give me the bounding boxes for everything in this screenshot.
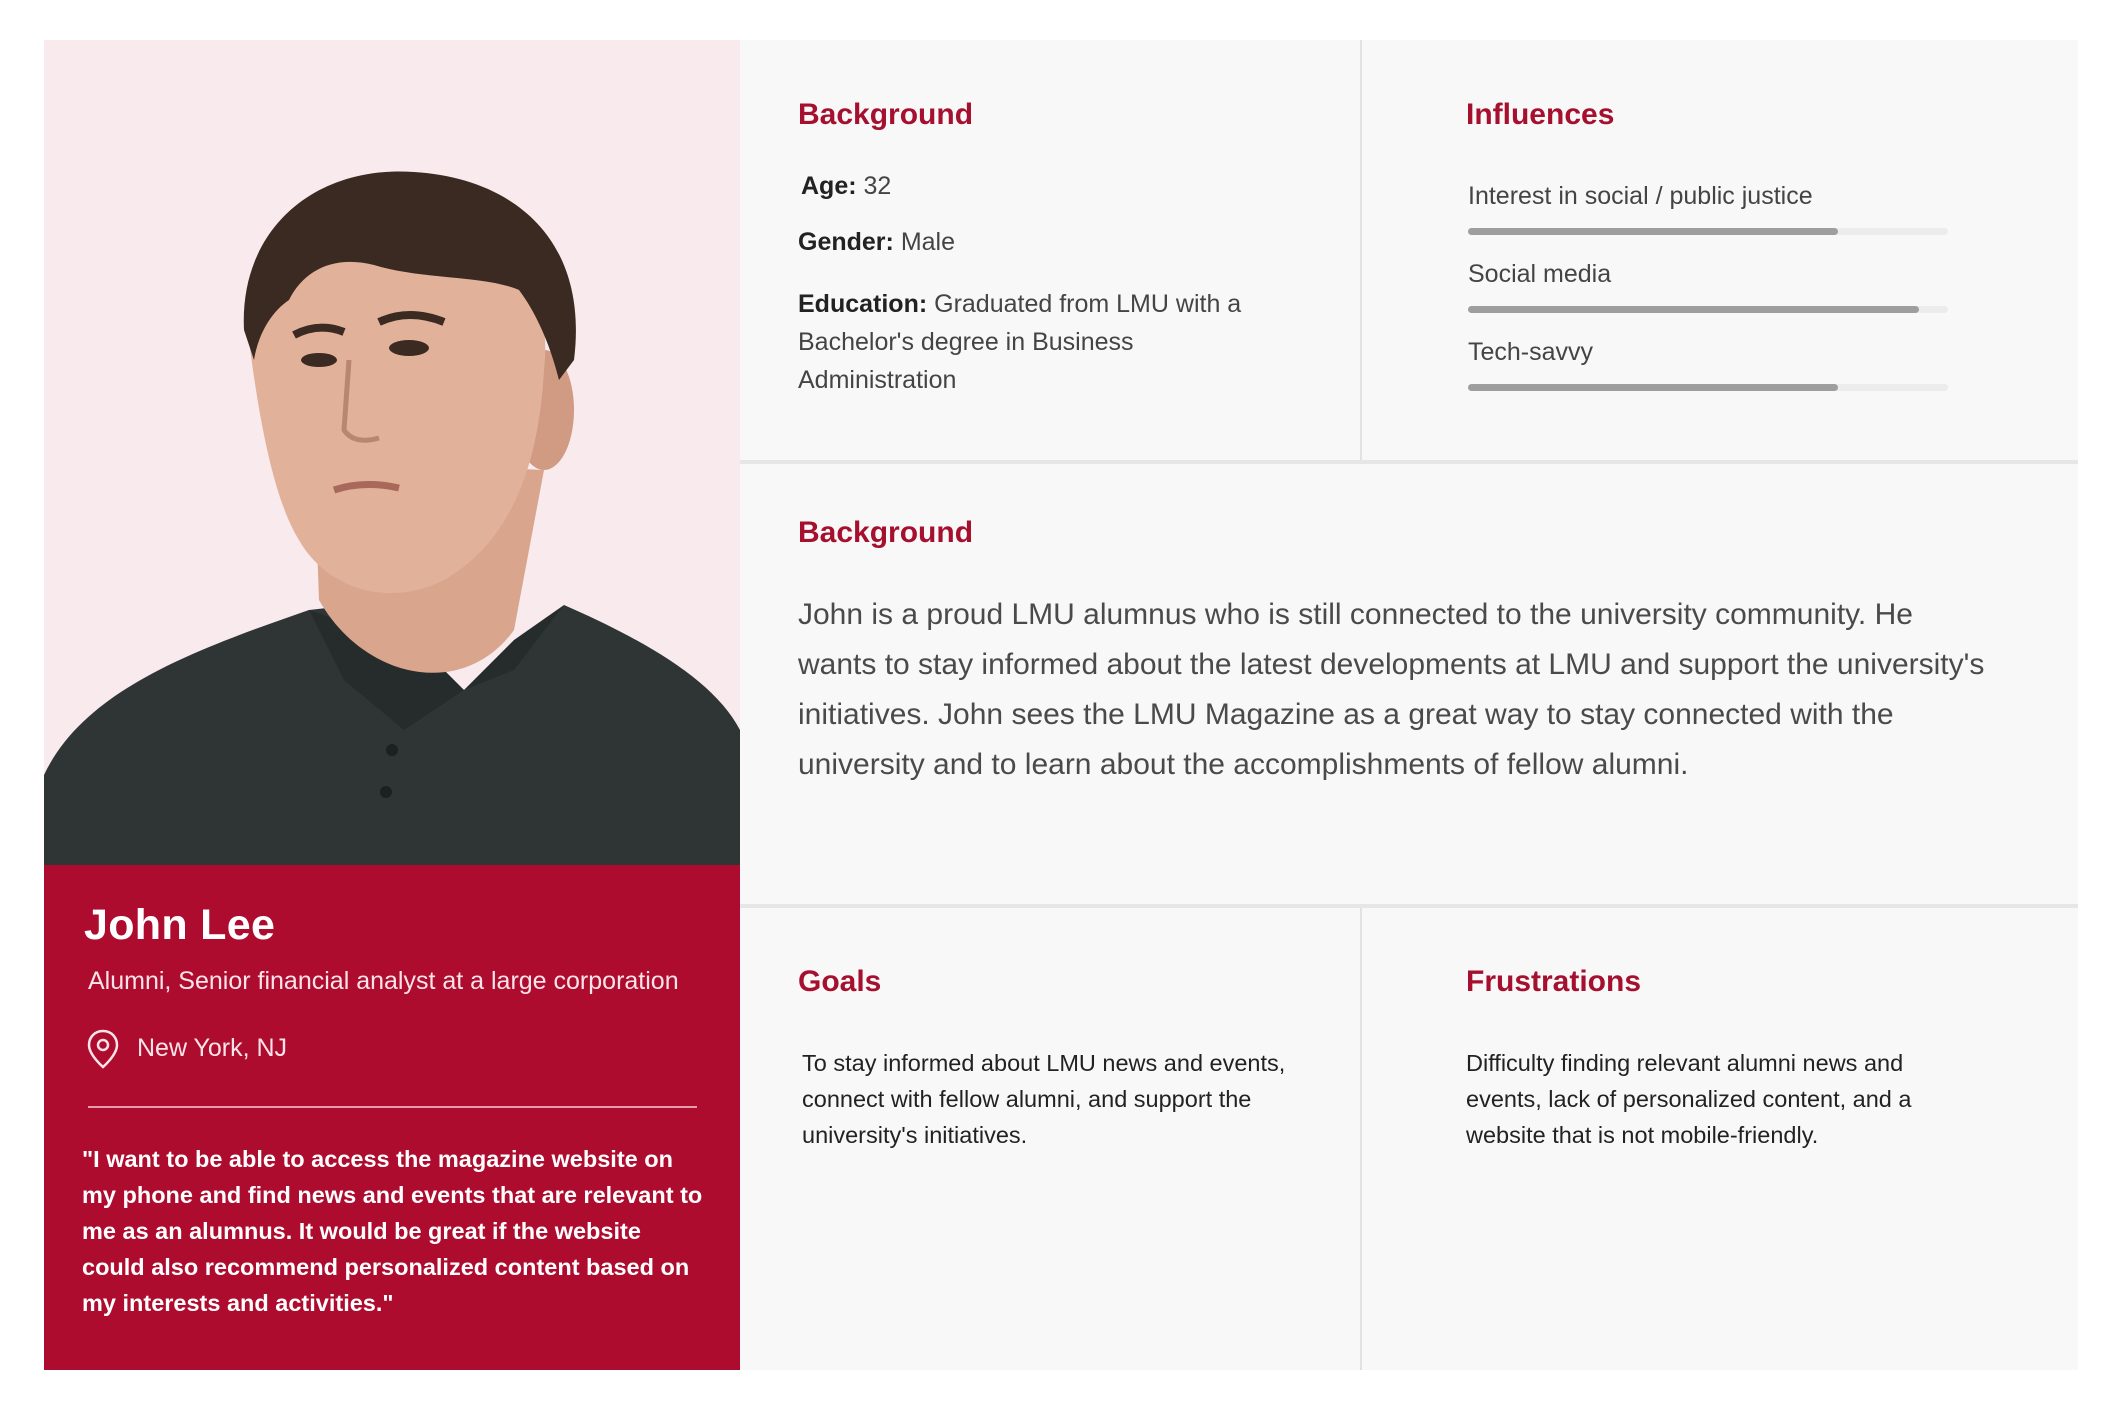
influence-bar-fill bbox=[1468, 306, 1919, 313]
frustrations-heading: Frustrations bbox=[1466, 965, 1642, 998]
education-label: Education: bbox=[798, 290, 928, 318]
portrait-illustration bbox=[44, 40, 740, 865]
influences-heading: Influences bbox=[1466, 98, 1615, 131]
influence-bar-fill bbox=[1468, 228, 1838, 235]
bottom-column-divider bbox=[1360, 908, 1362, 1370]
persona-sidebar bbox=[44, 40, 740, 1370]
top-column-divider bbox=[1360, 40, 1362, 460]
middle-row-divider bbox=[740, 904, 2078, 908]
persona-location: New York, NJ bbox=[137, 1034, 288, 1062]
gender-field bbox=[798, 228, 955, 257]
gender-value: Male bbox=[900, 228, 955, 256]
age-field bbox=[801, 172, 891, 201]
background-story-text: John is a proud LMU alumnus who is still connected to the university community. He wants to stay informed about the latest developments at LMU and support the university's initiatives. John sees the LMU Magazine as a great way to stay connected with the university and to learn about the accomplishments of fellow alumni. bbox=[798, 598, 1985, 781]
frustrations-text: Difficulty finding relevant alumni news and events, lack of personalized content, and a website that is not mobile-friendly. bbox=[1466, 1050, 1912, 1148]
gender-label: Gender: bbox=[798, 228, 894, 256]
persona-name: John Lee bbox=[84, 901, 276, 949]
age-label: Age: bbox=[801, 172, 857, 200]
persona-quote: "I want to be able to access the magazine website on my phone and find news and events that are relevant to me as an alumnus. It would be great if the website could also recommend personalized content based on my interests and activities." bbox=[82, 1146, 703, 1316]
influence-bar bbox=[1468, 228, 1948, 235]
influence-bar bbox=[1468, 306, 1948, 313]
top-row-divider bbox=[740, 460, 2078, 464]
persona-card bbox=[44, 40, 2078, 1370]
influence-label: Tech-savvy bbox=[1468, 338, 1594, 366]
persona-photo bbox=[44, 40, 740, 865]
influence-bar-fill bbox=[1468, 384, 1838, 391]
influence-label: Social media bbox=[1468, 260, 1612, 288]
profile-divider bbox=[88, 1106, 697, 1108]
education-value: Graduated from LMU with a Bachelor's degree in Business Administration bbox=[798, 290, 1242, 394]
goals-text: To stay informed about LMU news and events, connect with fellow alumni, and support the university's initiatives. bbox=[802, 1050, 1286, 1148]
influence-bar bbox=[1468, 384, 1948, 391]
influence-label: Interest in social / public justice bbox=[1468, 182, 1813, 210]
background-info-heading: Background bbox=[798, 98, 974, 131]
persona-profile-panel bbox=[44, 865, 740, 1370]
persona-details bbox=[740, 40, 2078, 1370]
age-value: 32 bbox=[863, 172, 892, 200]
education-field bbox=[798, 285, 1258, 399]
background-story-heading: Background bbox=[798, 516, 974, 549]
goals-heading: Goals bbox=[798, 965, 882, 998]
persona-role: Alumni, Senior financial analyst at a large corporation bbox=[88, 967, 679, 995]
location-pin-icon bbox=[86, 1029, 120, 1069]
